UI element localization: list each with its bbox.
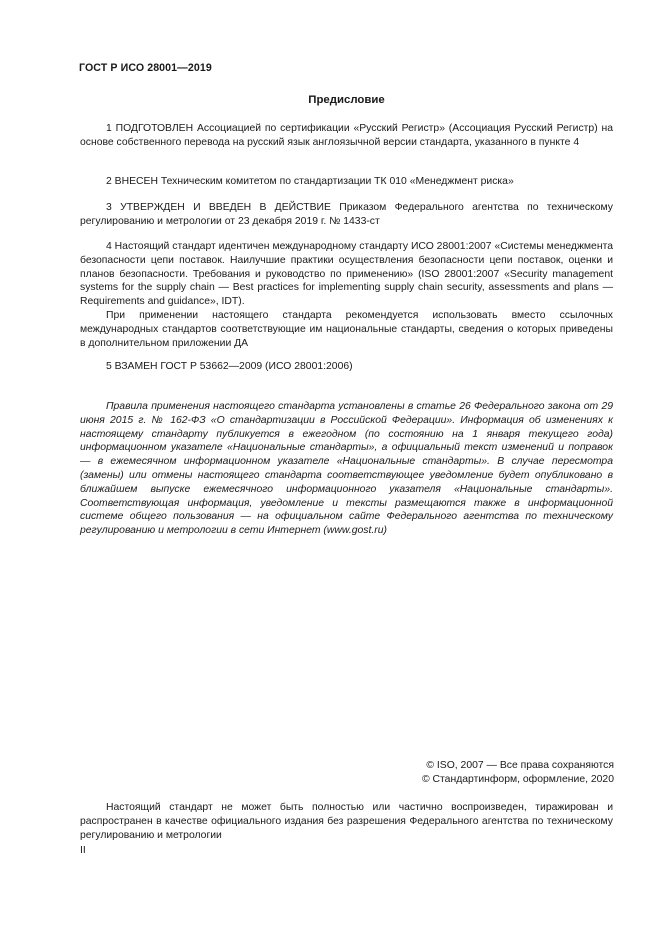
item-1-text: 1 ПОДГОТОВЛЕН Ассоциацией по сертификации «Русский Регистр» (Ассоциация Русский Регистр) на основе собственного перевода на русский язык англоязычной версии стандарта, указанного в пункте 4 [80,123,613,148]
item-3-text: 3 УТВЕРЖДЕН И ВВЕДЕН В ДЕЙСТВИЕ Приказом Федерального агентства по техническому регулированию и метрологии от 23 декабря 2019 г. № 1433-ст [80,202,613,227]
item-2 [80,175,613,189]
copyright-line-publisher: © Стандартинформ, оформление, 2020 [421,773,614,785]
item-5-text: 5 ВЗАМЕН ГОСТ Р 53662—2009 (ИСО 28001:2006) [106,361,353,372]
copyright-line-iso: © ISO, 2007 — Все права сохраняются [426,760,614,771]
page-number: II [80,845,86,856]
item-4 [80,240,613,350]
document-header: ГОСТ Р ИСО 28001—2019 [79,62,212,74]
notice-text: Правила применения настоящего стандарта установлены в статье 26 Федерального закона от 29 июня 2015 г. № 162-ФЗ «О стандартизации в Российской Федерации». Информация об изменениях к настоящему стандарту публикуется в ежегодном (по состоянию на 1 января текущего года) информационном указателе «Национальные стандарты», а официальный текст изменений и поправок — в ежемесячном информационном указателе «Национальные стандарты». В случае пересмотра (замены) или отмены настоящего стандарта соответствующее уведомление будет опубликовано в ближайшем выпуске ежемесячного информационного указателя «Национальные стандарты». Соответствующая информация, уведомление и тексты размещаются также в информационной системе общего пользования — на официальном сайте Федерального агентства по техническому регулированию и метрологии в сети Интернет (www.gost.ru) [80,401,613,537]
item-2-text: 2 ВНЕСЕН Техническим комитетом по стандартизации ТК 010 «Менеджмент риска» [106,176,514,187]
item-4-note: При применении настоящего стандарта рекомендуется использовать вместо ссылочных международных стандартов соответствующие им национальные стандарты, сведения о которых приведены в дополнительном приложении ДА [80,309,613,349]
copyright [422,759,614,787]
item-5 [80,360,613,374]
footer-notice-text: Настоящий стандарт не может быть полностью или частично воспроизведен, тиражирован и распространен в качестве официального издания без разрешения Федерального агентства по техническому регулированию и метрологии [80,802,613,841]
item-4-text: 4 Настоящий стандарт идентичен международному стандарту ИСО 28001:2007 «Системы менеджмента безопасности цепи поставок. Наилучшие практики осуществления безопасности цепи поставок, оценки и планов безопасности. Требования и руководство по применению» (ISO 28001:2007 «Security management systems for the supply chain — Best practices for implementing supply chain security, assessments and plans — Requirements and guidance», IDT). [80,241,613,308]
item-3 [80,201,613,229]
notice-block [80,400,613,538]
footer-notice [80,801,613,842]
section-title: Предисловие [308,94,385,106]
item-1 [80,122,613,150]
